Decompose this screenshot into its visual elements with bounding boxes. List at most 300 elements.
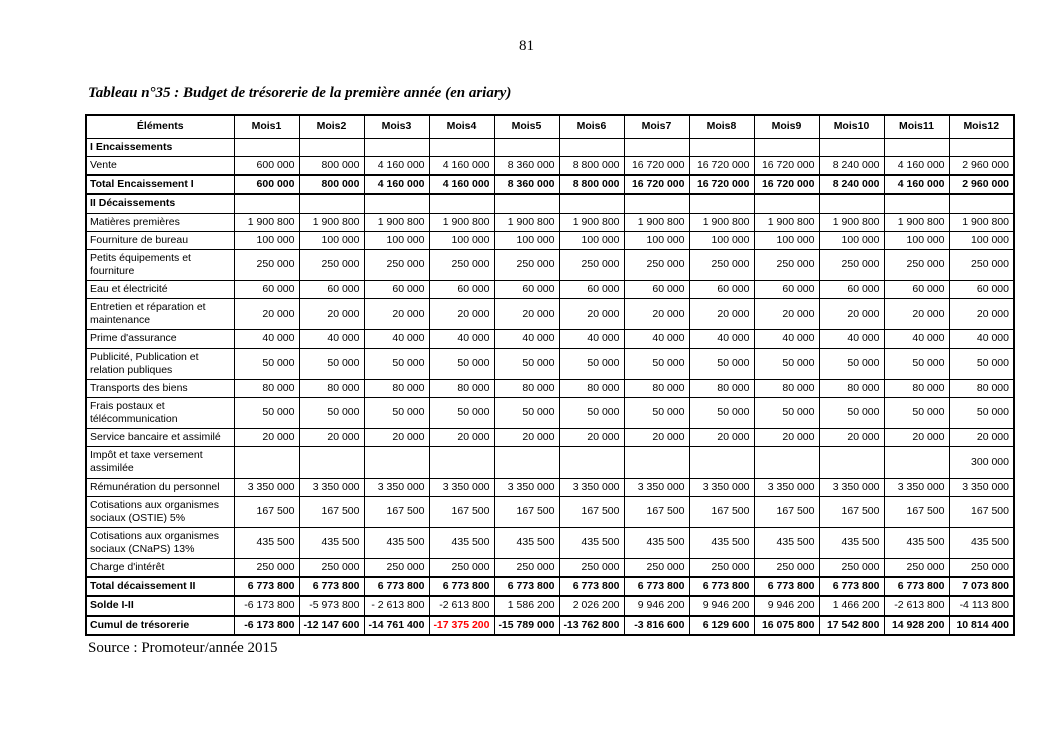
value-cell: 3 350 000 [624, 478, 689, 496]
value-cell: 14 928 200 [884, 616, 949, 635]
value-cell: 1 900 800 [819, 213, 884, 231]
row-label: Eau et électricité [86, 281, 234, 299]
value-cell: 2 026 200 [559, 596, 624, 615]
row-label: Matières premières [86, 213, 234, 231]
value-cell: 10 814 400 [949, 616, 1014, 635]
value-cell: 250 000 [364, 559, 429, 578]
value-cell: 6 773 800 [559, 577, 624, 596]
value-cell: 167 500 [364, 496, 429, 527]
value-cell: 2 960 000 [949, 157, 1014, 176]
value-cell: 80 000 [364, 379, 429, 397]
value-cell: 50 000 [624, 348, 689, 379]
value-cell: 20 000 [559, 299, 624, 330]
value-cell [624, 194, 689, 213]
value-cell: 3 350 000 [234, 478, 299, 496]
value-cell [494, 194, 559, 213]
value-cell: 60 000 [884, 281, 949, 299]
table-row [86, 348, 1014, 379]
value-cell: 1 900 800 [234, 213, 299, 231]
value-cell: 20 000 [754, 299, 819, 330]
value-cell: 100 000 [494, 231, 559, 249]
value-cell: 50 000 [949, 348, 1014, 379]
value-cell [299, 447, 364, 478]
value-cell: 80 000 [884, 379, 949, 397]
value-cell: 40 000 [559, 330, 624, 348]
value-cell: 50 000 [234, 397, 299, 428]
value-cell: 800 000 [299, 157, 364, 176]
value-cell: 80 000 [689, 379, 754, 397]
value-cell: 40 000 [234, 330, 299, 348]
value-cell: 16 720 000 [689, 175, 754, 194]
value-cell: 100 000 [949, 231, 1014, 249]
value-cell: 50 000 [559, 397, 624, 428]
value-cell: 6 773 800 [689, 577, 754, 596]
value-cell: 20 000 [299, 429, 364, 447]
value-cell: 20 000 [689, 429, 754, 447]
row-label: II Décaissements [86, 194, 234, 213]
value-cell: 250 000 [364, 249, 429, 280]
table-row [86, 379, 1014, 397]
value-cell: 4 160 000 [429, 175, 494, 194]
value-cell: 167 500 [299, 496, 364, 527]
value-cell: 8 360 000 [494, 157, 559, 176]
value-cell: 435 500 [624, 527, 689, 558]
value-cell: 50 000 [299, 348, 364, 379]
value-cell [234, 139, 299, 157]
table-row [86, 139, 1014, 157]
value-cell [429, 194, 494, 213]
row-label: Total décaissement II [86, 577, 234, 596]
value-cell: 80 000 [429, 379, 494, 397]
value-cell: -4 113 800 [949, 596, 1014, 615]
value-cell: 435 500 [234, 527, 299, 558]
value-cell: 250 000 [754, 559, 819, 578]
value-cell [429, 139, 494, 157]
value-cell: 6 773 800 [819, 577, 884, 596]
value-cell: 50 000 [364, 348, 429, 379]
value-cell: -6 173 800 [234, 596, 299, 615]
value-cell: 4 160 000 [429, 157, 494, 176]
value-cell: 167 500 [819, 496, 884, 527]
value-cell: 167 500 [559, 496, 624, 527]
value-cell: 167 500 [429, 496, 494, 527]
value-cell: 4 160 000 [364, 175, 429, 194]
row-label: Cumul de trésorerie [86, 616, 234, 635]
row-label: Impôt et taxe versement assimilée [86, 447, 234, 478]
value-cell: 60 000 [559, 281, 624, 299]
table-row [86, 478, 1014, 496]
value-cell: 1 900 800 [299, 213, 364, 231]
value-cell: 100 000 [689, 231, 754, 249]
value-cell: 100 000 [754, 231, 819, 249]
table-row [86, 397, 1014, 428]
row-label: Frais postaux et télécommunication [86, 397, 234, 428]
col-header-month: Mois4 [429, 115, 494, 139]
value-cell: 167 500 [624, 496, 689, 527]
value-cell: 1 900 800 [689, 213, 754, 231]
value-cell: 20 000 [624, 299, 689, 330]
row-label: Rémunération du personnel [86, 478, 234, 496]
source-note: Source : Promoteur/année 2015 [88, 639, 278, 656]
value-cell: 50 000 [494, 397, 559, 428]
value-cell: 50 000 [884, 348, 949, 379]
value-cell: 100 000 [364, 231, 429, 249]
value-cell: 8 800 000 [559, 157, 624, 176]
table-row [86, 175, 1014, 194]
row-label: Prime d'assurance [86, 330, 234, 348]
value-cell: 250 000 [689, 559, 754, 578]
value-cell [819, 194, 884, 213]
value-cell: 250 000 [624, 249, 689, 280]
value-cell: -5 973 800 [299, 596, 364, 615]
row-label: Cotisations aux organismes sociaux (OSTIE) 5% [86, 496, 234, 527]
value-cell: 100 000 [884, 231, 949, 249]
value-cell [884, 447, 949, 478]
value-cell: 1 900 800 [949, 213, 1014, 231]
value-cell [299, 139, 364, 157]
value-cell: 80 000 [949, 379, 1014, 397]
table-row [86, 281, 1014, 299]
value-cell: 1 900 800 [624, 213, 689, 231]
value-cell: 250 000 [429, 249, 494, 280]
value-cell: 100 000 [624, 231, 689, 249]
value-cell: 3 350 000 [494, 478, 559, 496]
value-cell: 20 000 [819, 299, 884, 330]
value-cell: 60 000 [429, 281, 494, 299]
page-number: 81 [519, 38, 534, 54]
value-cell: 20 000 [494, 299, 559, 330]
value-cell [884, 139, 949, 157]
table-row [86, 194, 1014, 213]
value-cell [624, 139, 689, 157]
value-cell: 250 000 [234, 559, 299, 578]
table-row [86, 559, 1014, 578]
table-body [86, 139, 1014, 635]
value-cell: 1 466 200 [819, 596, 884, 615]
value-cell: 20 000 [884, 429, 949, 447]
col-header-month: Mois6 [559, 115, 624, 139]
value-cell: 20 000 [754, 429, 819, 447]
value-cell: 250 000 [299, 559, 364, 578]
value-cell [689, 139, 754, 157]
value-cell: -15 789 000 [494, 616, 559, 635]
col-header-month: Mois7 [624, 115, 689, 139]
value-cell [364, 447, 429, 478]
value-cell: 3 350 000 [559, 478, 624, 496]
value-cell: 80 000 [819, 379, 884, 397]
col-header-month: Mois3 [364, 115, 429, 139]
value-cell: 50 000 [364, 397, 429, 428]
value-cell [234, 447, 299, 478]
value-cell: 435 500 [689, 527, 754, 558]
value-cell: 8 240 000 [819, 175, 884, 194]
col-header-month: Mois9 [754, 115, 819, 139]
budget-table [85, 114, 1015, 636]
value-cell [624, 447, 689, 478]
value-cell: 3 350 000 [884, 478, 949, 496]
value-cell: -14 761 400 [364, 616, 429, 635]
value-cell: - 2 613 800 [364, 596, 429, 615]
value-cell: -6 173 800 [234, 616, 299, 635]
col-header-month: Mois1 [234, 115, 299, 139]
value-cell: 167 500 [884, 496, 949, 527]
value-cell: 60 000 [624, 281, 689, 299]
value-cell: -13 762 800 [559, 616, 624, 635]
value-cell: 6 773 800 [624, 577, 689, 596]
value-cell: 9 946 200 [624, 596, 689, 615]
value-cell: 80 000 [494, 379, 559, 397]
value-cell: 250 000 [299, 249, 364, 280]
value-cell: 250 000 [429, 559, 494, 578]
table-row [86, 447, 1014, 478]
value-cell: 20 000 [429, 429, 494, 447]
col-header-elements: Éléments [86, 115, 234, 139]
value-cell: 50 000 [624, 397, 689, 428]
value-cell: 80 000 [624, 379, 689, 397]
table-row [86, 496, 1014, 527]
value-cell: 6 773 800 [234, 577, 299, 596]
row-label: Service bancaire et assimilé [86, 429, 234, 447]
value-cell [559, 194, 624, 213]
col-header-month: Mois10 [819, 115, 884, 139]
value-cell: 60 000 [494, 281, 559, 299]
value-cell: 1 900 800 [559, 213, 624, 231]
table-row [86, 577, 1014, 596]
table-row [86, 249, 1014, 280]
value-cell: 40 000 [624, 330, 689, 348]
table-row [86, 596, 1014, 615]
value-cell: 250 000 [559, 559, 624, 578]
value-cell: 50 000 [494, 348, 559, 379]
value-cell: 600 000 [234, 175, 299, 194]
value-cell: 435 500 [949, 527, 1014, 558]
value-cell: 6 773 800 [494, 577, 559, 596]
value-cell: 20 000 [949, 429, 1014, 447]
value-cell [754, 139, 819, 157]
value-cell: 250 000 [819, 249, 884, 280]
value-cell: 3 350 000 [429, 478, 494, 496]
value-cell [689, 447, 754, 478]
value-cell: 40 000 [754, 330, 819, 348]
value-cell: 250 000 [559, 249, 624, 280]
value-cell: 100 000 [234, 231, 299, 249]
value-cell: 80 000 [559, 379, 624, 397]
value-cell: 20 000 [494, 429, 559, 447]
value-cell: 100 000 [299, 231, 364, 249]
value-cell: 6 773 800 [884, 577, 949, 596]
value-cell: 1 900 800 [364, 213, 429, 231]
row-label: Entretien et réparation et maintenance [86, 299, 234, 330]
value-cell: 20 000 [234, 299, 299, 330]
row-label: Vente [86, 157, 234, 176]
value-cell: 1 900 800 [884, 213, 949, 231]
value-cell: 100 000 [559, 231, 624, 249]
value-cell: 8 800 000 [559, 175, 624, 194]
value-cell: 250 000 [494, 249, 559, 280]
value-cell: 16 720 000 [624, 175, 689, 194]
value-cell: 60 000 [364, 281, 429, 299]
value-cell: 435 500 [754, 527, 819, 558]
row-label: Cotisations aux organismes sociaux (CNaPS) 13% [86, 527, 234, 558]
value-cell: 60 000 [819, 281, 884, 299]
value-cell: 6 773 800 [429, 577, 494, 596]
row-label: Charge d'intérêt [86, 559, 234, 578]
value-cell: 60 000 [299, 281, 364, 299]
value-cell [429, 447, 494, 478]
value-cell: 435 500 [299, 527, 364, 558]
value-cell: 100 000 [819, 231, 884, 249]
value-cell [949, 194, 1014, 213]
value-cell: 20 000 [234, 429, 299, 447]
row-label: Total Encaissement I [86, 175, 234, 194]
value-cell: 20 000 [299, 299, 364, 330]
value-cell [559, 139, 624, 157]
value-cell: 50 000 [819, 348, 884, 379]
table-row [86, 330, 1014, 348]
value-cell: 16 720 000 [624, 157, 689, 176]
row-label: Transports des biens [86, 379, 234, 397]
value-cell: 4 160 000 [884, 175, 949, 194]
value-cell: 167 500 [234, 496, 299, 527]
value-cell: 250 000 [624, 559, 689, 578]
value-cell: 40 000 [494, 330, 559, 348]
value-cell: 80 000 [754, 379, 819, 397]
value-cell: -3 816 600 [624, 616, 689, 635]
col-header-month: Mois12 [949, 115, 1014, 139]
table-row [86, 299, 1014, 330]
value-cell [819, 139, 884, 157]
value-cell: 1 900 800 [754, 213, 819, 231]
value-cell: 50 000 [689, 348, 754, 379]
row-label: Petits équipements et fourniture [86, 249, 234, 280]
value-cell: 40 000 [429, 330, 494, 348]
value-cell: 50 000 [429, 348, 494, 379]
table-row [86, 213, 1014, 231]
value-cell: 7 073 800 [949, 577, 1014, 596]
value-cell [494, 139, 559, 157]
value-cell: 80 000 [299, 379, 364, 397]
value-cell: 250 000 [949, 559, 1014, 578]
value-cell [364, 139, 429, 157]
value-cell: -2 613 800 [429, 596, 494, 615]
value-cell: 167 500 [754, 496, 819, 527]
value-cell [754, 447, 819, 478]
value-cell [689, 194, 754, 213]
table-row [86, 527, 1014, 558]
value-cell: 60 000 [754, 281, 819, 299]
value-cell [949, 139, 1014, 157]
col-header-month: Mois5 [494, 115, 559, 139]
value-cell [559, 447, 624, 478]
value-cell: 50 000 [754, 397, 819, 428]
value-cell: 3 350 000 [754, 478, 819, 496]
value-cell: 20 000 [364, 429, 429, 447]
table-head [86, 115, 1014, 139]
row-label: I Encaissements [86, 139, 234, 157]
value-cell [299, 194, 364, 213]
value-cell: 40 000 [884, 330, 949, 348]
value-cell: 20 000 [884, 299, 949, 330]
value-cell: 435 500 [364, 527, 429, 558]
value-cell: 3 350 000 [299, 478, 364, 496]
value-cell: 250 000 [884, 559, 949, 578]
row-label: Publicité, Publication et relation publiques [86, 348, 234, 379]
value-cell: 9 946 200 [754, 596, 819, 615]
value-cell: 6 773 800 [364, 577, 429, 596]
value-cell: 250 000 [234, 249, 299, 280]
value-cell: 100 000 [429, 231, 494, 249]
value-cell: 8 360 000 [494, 175, 559, 194]
value-cell: 50 000 [234, 348, 299, 379]
value-cell: 20 000 [429, 299, 494, 330]
col-header-month: Mois8 [689, 115, 754, 139]
value-cell [494, 447, 559, 478]
col-header-month: Mois11 [884, 115, 949, 139]
value-cell: 4 160 000 [364, 157, 429, 176]
row-label: Solde I-II [86, 596, 234, 615]
value-cell: 250 000 [884, 249, 949, 280]
value-cell: 250 000 [689, 249, 754, 280]
value-cell: 250 000 [949, 249, 1014, 280]
col-header-month: Mois2 [299, 115, 364, 139]
value-cell: 800 000 [299, 175, 364, 194]
value-cell: 435 500 [819, 527, 884, 558]
value-cell: 2 960 000 [949, 175, 1014, 194]
value-cell [754, 194, 819, 213]
value-cell: 50 000 [949, 397, 1014, 428]
value-cell: 50 000 [559, 348, 624, 379]
value-cell: 50 000 [299, 397, 364, 428]
value-cell: -12 147 600 [299, 616, 364, 635]
table-row [86, 429, 1014, 447]
value-cell [884, 194, 949, 213]
value-cell: 300 000 [949, 447, 1014, 478]
value-cell: 50 000 [884, 397, 949, 428]
value-cell: 435 500 [884, 527, 949, 558]
value-cell [819, 447, 884, 478]
value-cell: 40 000 [364, 330, 429, 348]
value-cell: 6 773 800 [754, 577, 819, 596]
value-cell: 40 000 [689, 330, 754, 348]
value-cell: 6 773 800 [299, 577, 364, 596]
value-cell: 167 500 [689, 496, 754, 527]
value-cell: 40 000 [819, 330, 884, 348]
value-cell [364, 194, 429, 213]
value-cell: -17 375 200 [429, 616, 494, 635]
value-cell: 3 350 000 [819, 478, 884, 496]
value-cell: 60 000 [689, 281, 754, 299]
value-cell: 4 160 000 [884, 157, 949, 176]
value-cell: 3 350 000 [949, 478, 1014, 496]
value-cell: 435 500 [494, 527, 559, 558]
value-cell: 9 946 200 [689, 596, 754, 615]
value-cell: 60 000 [949, 281, 1014, 299]
value-cell: 20 000 [624, 429, 689, 447]
value-cell: 435 500 [429, 527, 494, 558]
value-cell: 1 900 800 [429, 213, 494, 231]
value-cell: 20 000 [689, 299, 754, 330]
value-cell: 60 000 [234, 281, 299, 299]
value-cell: 50 000 [819, 397, 884, 428]
table-row [86, 231, 1014, 249]
value-cell: 20 000 [819, 429, 884, 447]
value-cell: 50 000 [754, 348, 819, 379]
table-row [86, 157, 1014, 176]
value-cell: 6 129 600 [689, 616, 754, 635]
value-cell: 16 720 000 [689, 157, 754, 176]
value-cell: 40 000 [299, 330, 364, 348]
value-cell: 250 000 [754, 249, 819, 280]
